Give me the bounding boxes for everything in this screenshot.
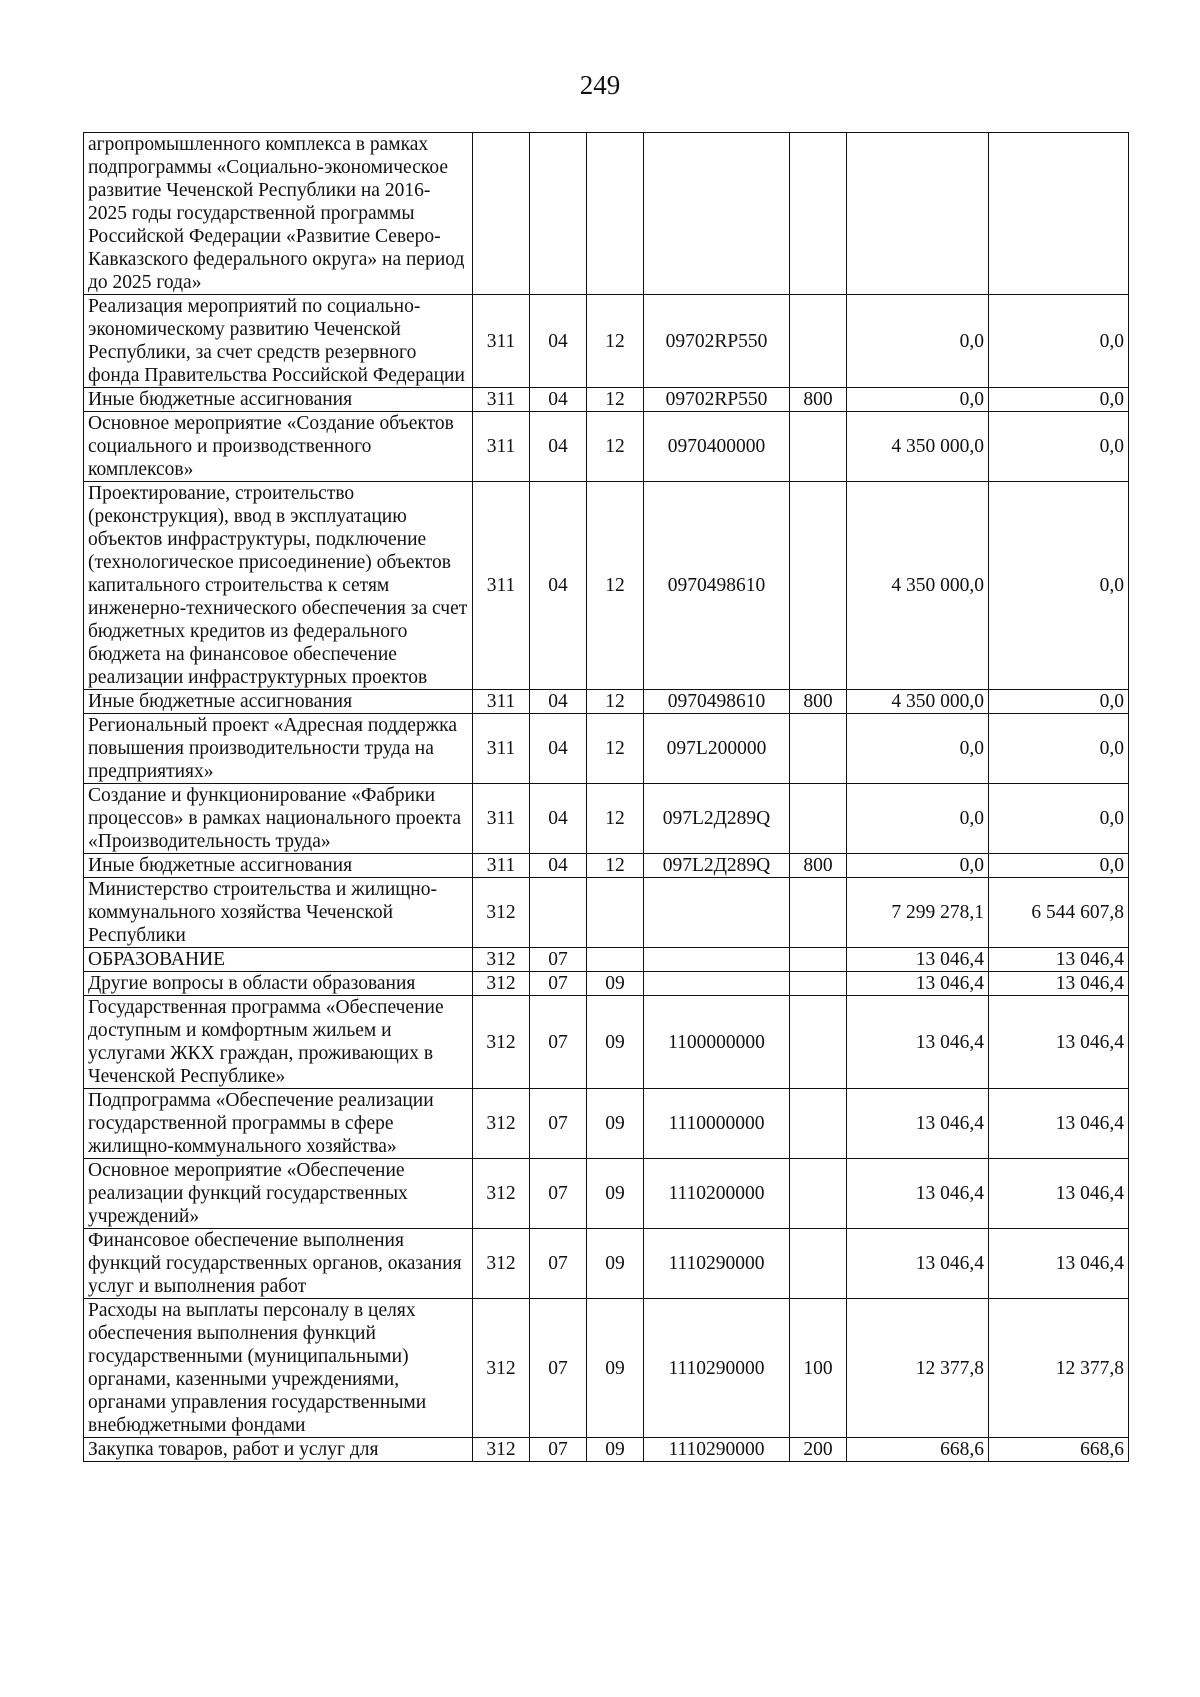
amount-year2-cell: 13 046,4 xyxy=(989,1229,1129,1299)
amount-year1-cell: 4 350 000,0 xyxy=(847,412,989,482)
section-code-cell: 07 xyxy=(530,1299,587,1438)
subsection-code-cell: 09 xyxy=(587,1299,644,1438)
amount-year2-cell: 13 046,4 xyxy=(989,1159,1129,1229)
target-article-cell: 0970498610 xyxy=(644,482,790,690)
ministry-code-cell xyxy=(473,133,530,295)
amount-year1-cell: 13 046,4 xyxy=(847,1229,989,1299)
amount-year1-cell: 13 046,4 xyxy=(847,948,989,972)
section-code-cell xyxy=(530,133,587,295)
subsection-code-cell xyxy=(587,133,644,295)
table-row xyxy=(84,1438,1129,1462)
ministry-code-cell: 312 xyxy=(473,1159,530,1229)
amount-year1-cell: 0,0 xyxy=(847,714,989,784)
subsection-code-cell: 12 xyxy=(587,388,644,412)
target-article-cell: 097L200000 xyxy=(644,714,790,784)
target-article-cell: 09702RP550 xyxy=(644,295,790,388)
subsection-code-cell: 12 xyxy=(587,714,644,784)
subsection-code-cell: 12 xyxy=(587,784,644,854)
subsection-code-cell: 09 xyxy=(587,1089,644,1159)
subsection-code-cell: 12 xyxy=(587,295,644,388)
expense-type-cell: 100 xyxy=(790,1299,847,1438)
target-article-cell: 1110290000 xyxy=(644,1229,790,1299)
amount-year2-cell: 13 046,4 xyxy=(989,948,1129,972)
section-code-cell: 04 xyxy=(530,690,587,714)
target-article-cell: 1110200000 xyxy=(644,1159,790,1229)
target-article-cell: 097L2Д289Q xyxy=(644,854,790,878)
expense-type-cell xyxy=(790,295,847,388)
ministry-code-cell: 311 xyxy=(473,388,530,412)
target-article-cell xyxy=(644,972,790,996)
ministry-code-cell: 311 xyxy=(473,714,530,784)
ministry-code-cell: 312 xyxy=(473,878,530,948)
amount-year1-cell: 4 350 000,0 xyxy=(847,482,989,690)
target-article-cell: 09702RP550 xyxy=(644,388,790,412)
ministry-code-cell: 311 xyxy=(473,690,530,714)
row-name-cell: Государственная программа «Обеспечение доступным и комфортным жильем и услугами ЖКХ граждан, проживающих в Чеченской Республике» xyxy=(84,996,473,1089)
target-article-cell: 1100000000 xyxy=(644,996,790,1089)
amount-year2-cell: 0,0 xyxy=(989,784,1129,854)
ministry-code-cell: 312 xyxy=(473,972,530,996)
row-name-cell: Подпрограмма «Обеспечение реализации государственной программы в сфере жилищно-коммунального хозяйства» xyxy=(84,1089,473,1159)
row-name-cell: Создание и функционирование «Фабрики процессов» в рамках национального проекта «Производительность труда» xyxy=(84,784,473,854)
subsection-code-cell: 12 xyxy=(587,482,644,690)
target-article-cell xyxy=(644,948,790,972)
ministry-code-cell: 311 xyxy=(473,784,530,854)
table-row xyxy=(84,972,1129,996)
amount-year1-cell: 0,0 xyxy=(847,784,989,854)
subsection-code-cell: 09 xyxy=(587,972,644,996)
ministry-code-cell: 312 xyxy=(473,1089,530,1159)
expense-type-cell: 800 xyxy=(790,388,847,412)
expense-type-cell xyxy=(790,948,847,972)
expense-type-cell xyxy=(790,1089,847,1159)
expense-type-cell: 800 xyxy=(790,690,847,714)
table-row xyxy=(84,412,1129,482)
table-row xyxy=(84,714,1129,784)
amount-year1-cell: 4 350 000,0 xyxy=(847,690,989,714)
page-number: 249 xyxy=(579,70,621,100)
row-name-cell: агропромышленного комплекса в рамках подпрограммы «Социально-экономическое развитие Чеченской Республики на 2016-2025 годы государственной программы Российской Федерации «Развитие Северо-Кавказского федерального округа» на период до 2025 года» xyxy=(84,133,473,295)
budget-table xyxy=(83,132,1129,1462)
expense-type-cell xyxy=(790,412,847,482)
row-name-cell: Другие вопросы в области образования xyxy=(84,972,473,996)
row-name-cell: Финансовое обеспечение выполнения функций государственных органов, оказания услуг и выполнения работ xyxy=(84,1229,473,1299)
row-name-cell: Министерство строительства и жилищно-коммунального хозяйства Чеченской Республики xyxy=(84,878,473,948)
target-article-cell: 0970498610 xyxy=(644,690,790,714)
section-code-cell: 07 xyxy=(530,996,587,1089)
expense-type-cell xyxy=(790,133,847,295)
section-code-cell: 04 xyxy=(530,388,587,412)
expense-type-cell xyxy=(790,996,847,1089)
table-row xyxy=(84,784,1129,854)
section-code-cell: 04 xyxy=(530,412,587,482)
section-code-cell: 07 xyxy=(530,972,587,996)
table-row xyxy=(84,854,1129,878)
ministry-code-cell: 311 xyxy=(473,854,530,878)
amount-year1-cell: 0,0 xyxy=(847,295,989,388)
ministry-code-cell: 312 xyxy=(473,1438,530,1462)
table-row xyxy=(84,388,1129,412)
amount-year1-cell: 0,0 xyxy=(847,854,989,878)
row-name-cell: Основное мероприятие «Создание объектов социального и производственного комплексов» xyxy=(84,412,473,482)
table-row xyxy=(84,1089,1129,1159)
section-code-cell: 07 xyxy=(530,1229,587,1299)
subsection-code-cell: 09 xyxy=(587,996,644,1089)
table-row xyxy=(84,690,1129,714)
amount-year2-cell: 0,0 xyxy=(989,295,1129,388)
subsection-code-cell: 09 xyxy=(587,1438,644,1462)
amount-year2-cell: 13 046,4 xyxy=(989,972,1129,996)
expense-type-cell xyxy=(790,714,847,784)
ministry-code-cell: 312 xyxy=(473,1299,530,1438)
amount-year2-cell: 0,0 xyxy=(989,690,1129,714)
subsection-code-cell: 09 xyxy=(587,1229,644,1299)
row-name-cell: Реализация мероприятий по социально-экономическому развитию Чеченской Республики, за счет средств резервного фонда Правительства Российской Федерации xyxy=(84,295,473,388)
table-row xyxy=(84,1229,1129,1299)
subsection-code-cell xyxy=(587,948,644,972)
row-name-cell: Иные бюджетные ассигнования xyxy=(84,690,473,714)
expense-type-cell xyxy=(790,1159,847,1229)
expense-type-cell xyxy=(790,878,847,948)
table-row xyxy=(84,878,1129,948)
section-code-cell: 04 xyxy=(530,482,587,690)
amount-year2-cell: 6 544 607,8 xyxy=(989,878,1129,948)
amount-year2-cell: 13 046,4 xyxy=(989,1089,1129,1159)
target-article-cell: 1110290000 xyxy=(644,1299,790,1438)
table-row xyxy=(84,133,1129,295)
amount-year1-cell: 13 046,4 xyxy=(847,996,989,1089)
ministry-code-cell: 311 xyxy=(473,295,530,388)
section-code-cell: 04 xyxy=(530,854,587,878)
section-code-cell: 07 xyxy=(530,1438,587,1462)
target-article-cell: 0970400000 xyxy=(644,412,790,482)
target-article-cell xyxy=(644,133,790,295)
row-name-cell: Региональный проект «Адресная поддержка повышения производительности труда на предприятиях» xyxy=(84,714,473,784)
table-row xyxy=(84,948,1129,972)
table-row xyxy=(84,295,1129,388)
row-name-cell: Расходы на выплаты персоналу в целях обеспечения выполнения функций государственными (муниципальными) органами, казенными учреждениями, органами управления государственными внебюджетными фондами xyxy=(84,1299,473,1438)
row-name-cell: Иные бюджетные ассигнования xyxy=(84,854,473,878)
target-article-cell: 097L2Д289Q xyxy=(644,784,790,854)
table-row xyxy=(84,482,1129,690)
row-name-cell: Закупка товаров, работ и услуг для xyxy=(84,1438,473,1462)
amount-year2-cell: 0,0 xyxy=(989,482,1129,690)
expense-type-cell xyxy=(790,1229,847,1299)
amount-year1-cell: 13 046,4 xyxy=(847,1159,989,1229)
expense-type-cell xyxy=(790,482,847,690)
amount-year1-cell xyxy=(847,133,989,295)
subsection-code-cell: 12 xyxy=(587,412,644,482)
amount-year2-cell xyxy=(989,133,1129,295)
subsection-code-cell: 12 xyxy=(587,690,644,714)
subsection-code-cell xyxy=(587,878,644,948)
subsection-code-cell: 12 xyxy=(587,854,644,878)
section-code-cell: 04 xyxy=(530,784,587,854)
amount-year2-cell: 13 046,4 xyxy=(989,996,1129,1089)
amount-year2-cell: 0,0 xyxy=(989,854,1129,878)
row-name-cell: Проектирование, строительство (реконструкция), ввод в эксплуатацию объектов инфраструктуры, подключение (технологическое присоединение) объектов капитального строительства к сетям инженерно-технического обеспечения за счет бюджетных кредитов из федерального бюджета на финансовое обеспечение реализации инфраструктурных проектов xyxy=(84,482,473,690)
amount-year1-cell: 668,6 xyxy=(847,1438,989,1462)
expense-type-cell xyxy=(790,972,847,996)
budget-table-body xyxy=(84,133,1129,1462)
ministry-code-cell: 311 xyxy=(473,482,530,690)
section-code-cell: 07 xyxy=(530,1159,587,1229)
ministry-code-cell: 312 xyxy=(473,996,530,1089)
expense-type-cell: 200 xyxy=(790,1438,847,1462)
amount-year2-cell: 668,6 xyxy=(989,1438,1129,1462)
amount-year2-cell: 12 377,8 xyxy=(989,1299,1129,1438)
ministry-code-cell: 312 xyxy=(473,1229,530,1299)
target-article-cell: 1110000000 xyxy=(644,1089,790,1159)
table-row xyxy=(84,996,1129,1089)
amount-year1-cell: 13 046,4 xyxy=(847,1089,989,1159)
section-code-cell: 07 xyxy=(530,1089,587,1159)
section-code-cell: 04 xyxy=(530,714,587,784)
amount-year1-cell: 13 046,4 xyxy=(847,972,989,996)
table-row xyxy=(84,1299,1129,1438)
ministry-code-cell: 312 xyxy=(473,948,530,972)
amount-year2-cell: 0,0 xyxy=(989,412,1129,482)
subsection-code-cell: 09 xyxy=(587,1159,644,1229)
expense-type-cell: 800 xyxy=(790,854,847,878)
row-name-cell: Основное мероприятие «Обеспечение реализации функций государственных учреждений» xyxy=(84,1159,473,1229)
amount-year1-cell: 7 299 278,1 xyxy=(847,878,989,948)
expense-type-cell xyxy=(790,784,847,854)
amount-year2-cell: 0,0 xyxy=(989,714,1129,784)
row-name-cell: Иные бюджетные ассигнования xyxy=(84,388,473,412)
section-code-cell xyxy=(530,878,587,948)
table-row xyxy=(84,1159,1129,1229)
target-article-cell: 1110290000 xyxy=(644,1438,790,1462)
amount-year2-cell: 0,0 xyxy=(989,388,1129,412)
section-code-cell: 07 xyxy=(530,948,587,972)
row-name-cell: ОБРАЗОВАНИЕ xyxy=(84,948,473,972)
amount-year1-cell: 12 377,8 xyxy=(847,1299,989,1438)
target-article-cell xyxy=(644,878,790,948)
amount-year1-cell: 0,0 xyxy=(847,388,989,412)
ministry-code-cell: 311 xyxy=(473,412,530,482)
section-code-cell: 04 xyxy=(530,295,587,388)
